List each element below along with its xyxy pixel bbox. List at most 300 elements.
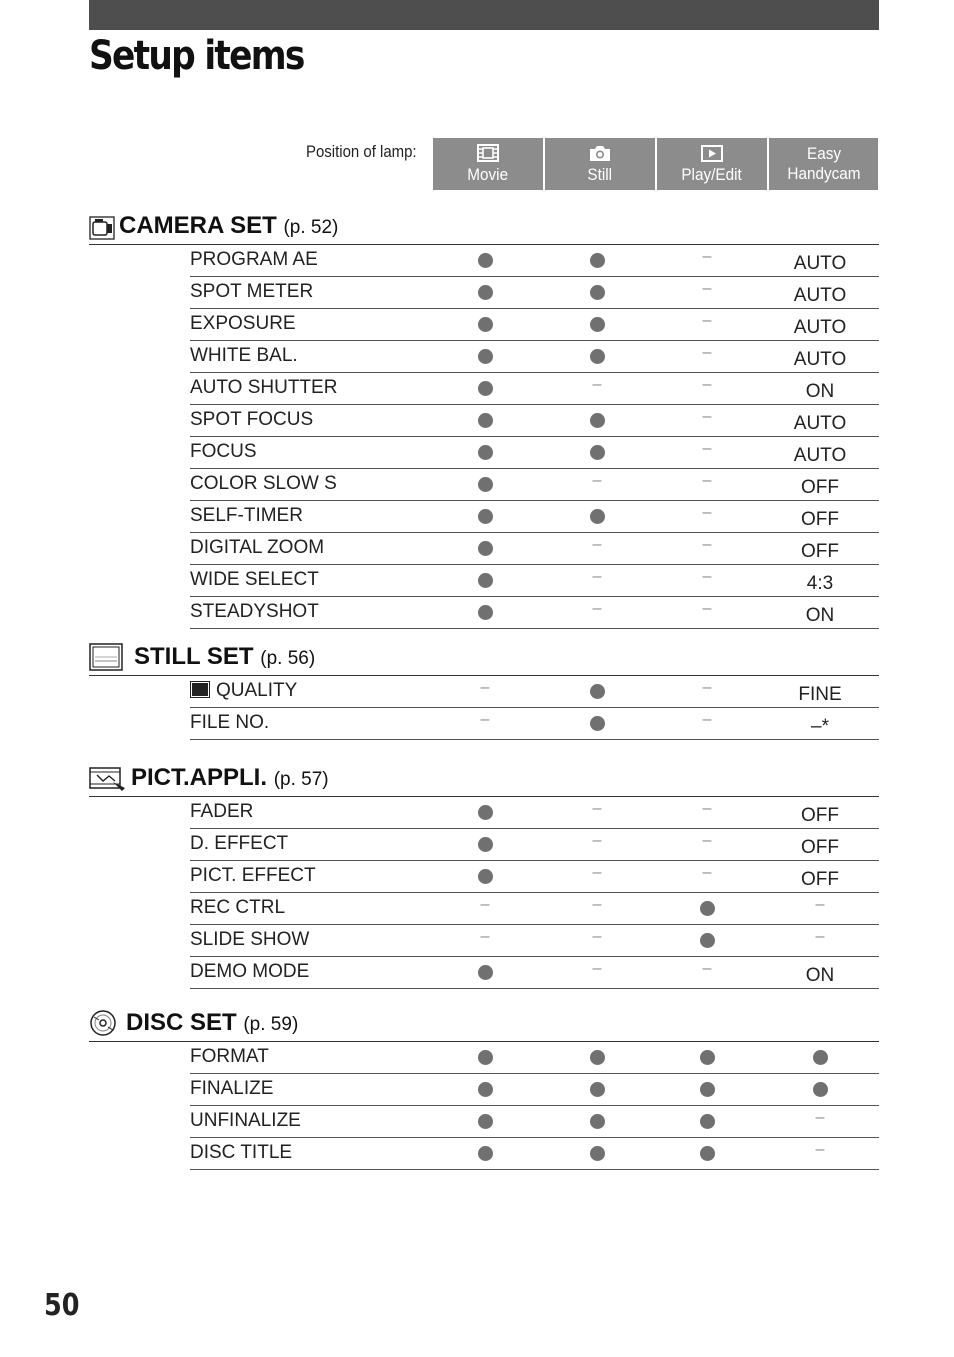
pict-appli-table xyxy=(190,797,879,989)
available-dot xyxy=(478,509,493,524)
available-dot xyxy=(590,445,605,460)
unavailable-dash: – xyxy=(702,279,712,297)
lamp-cell xyxy=(542,533,652,564)
table-row xyxy=(190,565,879,597)
available-dot xyxy=(478,349,493,364)
lamp-cell xyxy=(652,957,762,988)
lamp-cell xyxy=(542,373,652,404)
lamp-cell xyxy=(542,437,652,468)
unavailable-dash: – xyxy=(592,471,602,489)
setting-label: EXPOSURE xyxy=(190,313,296,334)
lamp-cell xyxy=(765,469,875,500)
still-set-table xyxy=(190,676,879,740)
lamp-cell xyxy=(652,893,762,924)
default-value: ON xyxy=(805,604,835,626)
unavailable-dash: – xyxy=(592,535,602,553)
available-dot xyxy=(478,965,493,980)
lamp-cell xyxy=(430,1074,540,1105)
unavailable-dash: – xyxy=(480,710,490,728)
available-dot xyxy=(478,1114,493,1129)
unavailable-dash: – xyxy=(480,927,490,945)
lamp-cell xyxy=(652,437,762,468)
lamp-cell xyxy=(430,565,540,596)
setting-name xyxy=(190,377,337,399)
setting-name xyxy=(190,680,297,702)
lamp-cell xyxy=(652,469,762,500)
setting-name xyxy=(190,897,285,919)
section-name: PICT.APPLI. xyxy=(131,764,268,791)
lamp-cell xyxy=(652,1138,762,1169)
available-dot xyxy=(700,1114,715,1129)
setting-label: FILE NO. xyxy=(190,712,270,733)
lamp-cell xyxy=(652,925,762,956)
default-value: ON xyxy=(805,964,835,986)
lamp-cell xyxy=(542,309,652,340)
table-row xyxy=(190,437,879,469)
lamp-cell xyxy=(430,1138,540,1169)
available-dot xyxy=(590,1082,605,1097)
setting-label: COLOR SLOW S xyxy=(190,473,337,494)
lamp-cell xyxy=(430,501,540,532)
lamp-cell xyxy=(652,1074,762,1105)
setting-label: REC CTRL xyxy=(190,897,286,918)
lamp-cell xyxy=(542,501,652,532)
setting-name xyxy=(190,961,309,983)
lamp-cell xyxy=(765,1138,875,1169)
table-row xyxy=(190,373,879,405)
lamp-cell xyxy=(542,797,652,828)
pict-appli-icon xyxy=(89,766,127,797)
setting-name xyxy=(190,1110,301,1132)
setting-label: FADER xyxy=(190,801,254,822)
setting-label: STEADYSHOT xyxy=(190,601,319,622)
lamp-cell xyxy=(765,565,875,596)
lamp-cell xyxy=(430,309,540,340)
lamp-cell xyxy=(765,676,875,707)
lamp-cell xyxy=(652,277,762,308)
lamp-cell xyxy=(765,708,875,739)
setting-name xyxy=(190,313,296,335)
unavailable-dash: – xyxy=(592,927,602,945)
available-dot xyxy=(478,869,493,884)
lamp-cell xyxy=(542,1074,652,1105)
default-value: OFF xyxy=(801,508,839,530)
unavailable-dash: – xyxy=(702,471,712,489)
setting-label: FINALIZE xyxy=(190,1078,274,1099)
header-bar xyxy=(89,0,879,30)
lamp-cell xyxy=(765,533,875,564)
available-dot xyxy=(813,1082,828,1097)
lamp-cell xyxy=(542,708,652,739)
setting-label: DEMO MODE xyxy=(190,961,310,982)
lamp-cell xyxy=(430,533,540,564)
available-dot xyxy=(700,1082,715,1097)
unavailable-dash: – xyxy=(702,343,712,361)
lamp-cell xyxy=(652,1042,762,1073)
available-dot xyxy=(478,573,493,588)
unavailable-dash: – xyxy=(815,927,825,945)
available-dot xyxy=(590,509,605,524)
table-row xyxy=(190,1138,879,1170)
lamp-column-still xyxy=(545,138,655,190)
lamp-cell xyxy=(765,501,875,532)
table-row xyxy=(190,277,879,309)
section-still-set xyxy=(89,643,879,676)
lamp-cell xyxy=(430,469,540,500)
setting-name xyxy=(190,929,309,951)
available-dot xyxy=(478,477,493,492)
available-dot xyxy=(590,716,605,731)
setting-name xyxy=(190,1078,273,1100)
available-dot xyxy=(590,1050,605,1065)
lamp-play-edit-label: Play/Edit xyxy=(681,165,743,184)
lamp-cell xyxy=(542,597,652,628)
unavailable-dash: – xyxy=(702,863,712,881)
table-row xyxy=(190,533,879,565)
lamp-cell xyxy=(765,797,875,828)
lamp-cell xyxy=(542,861,652,892)
lamp-cell xyxy=(542,676,652,707)
lamp-cell xyxy=(430,925,540,956)
unavailable-dash: – xyxy=(815,895,825,913)
page-reference: (p. 52) xyxy=(283,217,339,238)
lamp-position-label: Position of lamp: xyxy=(306,142,417,161)
default-value: ON xyxy=(805,380,835,402)
setting-name xyxy=(190,505,303,527)
setting-name xyxy=(190,712,269,734)
available-dot xyxy=(478,837,493,852)
table-row xyxy=(190,405,879,437)
section-title-pict-appli xyxy=(131,764,329,792)
available-dot xyxy=(700,1050,715,1065)
lamp-cell xyxy=(652,501,762,532)
unavailable-dash: – xyxy=(702,247,712,265)
section-title-disc-set xyxy=(126,1009,298,1037)
lamp-cell xyxy=(652,1106,762,1137)
default-value: OFF xyxy=(801,836,839,858)
default-value: AUTO xyxy=(793,412,847,434)
lamp-cell xyxy=(430,861,540,892)
setting-name xyxy=(190,833,288,855)
unavailable-dash: – xyxy=(702,535,712,553)
setting-name xyxy=(190,865,316,887)
lamp-cell xyxy=(765,597,875,628)
unavailable-dash: – xyxy=(592,959,602,977)
setting-label: PROGRAM AE xyxy=(190,249,318,270)
available-dot xyxy=(590,684,605,699)
default-value: OFF xyxy=(801,476,839,498)
available-dot xyxy=(478,445,493,460)
page-reference: (p. 57) xyxy=(273,769,329,790)
available-dot xyxy=(590,1114,605,1129)
section-pict-appli xyxy=(89,764,879,797)
lamp-cell xyxy=(765,925,875,956)
lamp-cell xyxy=(652,676,762,707)
lamp-cell xyxy=(430,708,540,739)
section-name: DISC SET xyxy=(126,1009,237,1036)
lamp-cell xyxy=(765,1106,875,1137)
default-value: –* xyxy=(811,715,829,737)
lamp-cell xyxy=(765,829,875,860)
available-dot xyxy=(700,933,715,948)
setting-label: D. EFFECT xyxy=(190,833,289,854)
table-row xyxy=(190,1074,879,1106)
lamp-movie-label: Movie xyxy=(467,165,509,184)
lamp-cell xyxy=(542,829,652,860)
section-title-still-set xyxy=(134,643,315,671)
unavailable-dash: – xyxy=(592,799,602,817)
lamp-cell xyxy=(765,437,875,468)
available-dot xyxy=(478,605,493,620)
lamp-cell xyxy=(765,245,875,276)
section-disc-set xyxy=(89,1009,879,1042)
setting-label: SELF-TIMER xyxy=(190,505,303,526)
lamp-cell xyxy=(542,277,652,308)
setting-label: SPOT FOCUS xyxy=(190,409,314,430)
lamp-cell xyxy=(430,797,540,828)
table-row xyxy=(190,597,879,629)
setting-label: FORMAT xyxy=(190,1046,269,1067)
unavailable-dash: – xyxy=(592,375,602,393)
setting-name xyxy=(190,345,298,367)
available-dot xyxy=(478,317,493,332)
setting-name xyxy=(190,569,319,591)
lamp-cell xyxy=(765,341,875,372)
default-value: OFF xyxy=(801,540,839,562)
available-dot xyxy=(813,1050,828,1065)
available-dot xyxy=(590,317,605,332)
available-dot xyxy=(700,1146,715,1161)
lamp-cell xyxy=(542,925,652,956)
available-dot xyxy=(478,805,493,820)
unavailable-dash: – xyxy=(592,831,602,849)
lamp-cell xyxy=(430,893,540,924)
lamp-cell xyxy=(430,341,540,372)
still-set-icon xyxy=(89,643,123,676)
available-dot xyxy=(590,349,605,364)
section-name: STILL SET xyxy=(134,643,254,670)
lamp-cell xyxy=(430,676,540,707)
available-dot xyxy=(590,413,605,428)
unavailable-dash: – xyxy=(480,895,490,913)
default-value: AUTO xyxy=(793,284,847,306)
page-reference: (p. 56) xyxy=(260,648,316,669)
table-row xyxy=(190,245,879,277)
setting-label: WIDE SELECT xyxy=(190,569,319,590)
table-row xyxy=(190,925,879,957)
lamp-cell xyxy=(430,405,540,436)
lamp-cell xyxy=(430,373,540,404)
setting-label: AUTO SHUTTER xyxy=(190,377,338,398)
unavailable-dash: – xyxy=(702,710,712,728)
unavailable-dash: – xyxy=(702,311,712,329)
table-row xyxy=(190,341,879,373)
camera-set-table xyxy=(190,245,879,629)
lamp-cell xyxy=(765,861,875,892)
lamp-easy-handycam-label: Easy Handycam xyxy=(786,144,861,183)
play-icon xyxy=(700,143,724,165)
section-camera-set xyxy=(89,212,879,245)
unavailable-dash: – xyxy=(815,1140,825,1158)
default-value: FINE xyxy=(798,683,842,705)
lamp-cell xyxy=(765,405,875,436)
lamp-column-movie xyxy=(433,138,543,190)
lamp-cell xyxy=(765,893,875,924)
available-dot xyxy=(478,1082,493,1097)
default-value: 4:3 xyxy=(806,572,834,594)
section-title-camera-set xyxy=(119,212,338,240)
lamp-cell xyxy=(765,277,875,308)
lamp-cell xyxy=(542,957,652,988)
disc-icon xyxy=(89,1009,119,1042)
table-row xyxy=(190,1042,879,1074)
lamp-cell xyxy=(430,277,540,308)
setting-label: DISC TITLE xyxy=(190,1142,293,1163)
setting-label: PICT. EFFECT xyxy=(190,865,316,886)
lamp-cell xyxy=(652,797,762,828)
lamp-cell xyxy=(542,565,652,596)
available-dot xyxy=(590,253,605,268)
default-value: AUTO xyxy=(793,252,847,274)
lamp-cell xyxy=(542,245,652,276)
page-title: Setup items xyxy=(89,33,304,79)
lamp-cell xyxy=(765,1042,875,1073)
available-dot xyxy=(478,1050,493,1065)
unavailable-dash: – xyxy=(592,599,602,617)
lamp-cell xyxy=(652,829,762,860)
default-value: AUTO xyxy=(793,316,847,338)
camera-icon xyxy=(588,143,612,165)
section-name: CAMERA SET xyxy=(119,212,277,239)
lamp-cell xyxy=(542,469,652,500)
table-row xyxy=(190,957,879,989)
lamp-cell xyxy=(430,957,540,988)
unavailable-dash: – xyxy=(702,599,712,617)
default-value: AUTO xyxy=(793,444,847,466)
lamp-cell xyxy=(652,405,762,436)
lamp-cell xyxy=(652,708,762,739)
setting-name xyxy=(190,601,319,623)
lamp-cell xyxy=(430,829,540,860)
table-row xyxy=(190,829,879,861)
unavailable-dash: – xyxy=(702,375,712,393)
setting-label: QUALITY xyxy=(216,680,298,701)
unavailable-dash: – xyxy=(702,439,712,457)
unavailable-dash: – xyxy=(702,567,712,585)
unavailable-dash: – xyxy=(702,959,712,977)
table-row xyxy=(190,861,879,893)
movie-icon xyxy=(476,143,500,165)
unavailable-dash: – xyxy=(702,799,712,817)
available-dot xyxy=(478,381,493,396)
quality-icon xyxy=(190,681,210,698)
setting-label: WHITE BAL. xyxy=(190,345,298,366)
unavailable-dash: – xyxy=(592,895,602,913)
lamp-column-easy-handycam xyxy=(769,138,878,190)
lamp-cell xyxy=(652,597,762,628)
default-value: AUTO xyxy=(793,348,847,370)
lamp-cell xyxy=(652,565,762,596)
lamp-cell xyxy=(765,957,875,988)
setting-name xyxy=(190,441,257,463)
lamp-cell xyxy=(430,597,540,628)
setting-name xyxy=(190,1142,292,1164)
lamp-cell xyxy=(542,1042,652,1073)
setting-name xyxy=(190,281,313,303)
table-row xyxy=(190,797,879,829)
lamp-cell xyxy=(542,1138,652,1169)
lamp-cell xyxy=(765,309,875,340)
unavailable-dash: – xyxy=(702,831,712,849)
lamp-cell xyxy=(765,1074,875,1105)
table-row xyxy=(190,708,879,740)
unavailable-dash: – xyxy=(702,407,712,425)
table-row xyxy=(190,1106,879,1138)
available-dot xyxy=(478,413,493,428)
available-dot xyxy=(590,1146,605,1161)
table-row xyxy=(190,501,879,533)
lamp-cell xyxy=(542,893,652,924)
lamp-cell xyxy=(652,533,762,564)
lamp-cell xyxy=(430,437,540,468)
unavailable-dash: – xyxy=(592,567,602,585)
lamp-cell xyxy=(652,861,762,892)
setting-name xyxy=(190,537,324,559)
default-value: OFF xyxy=(801,804,839,826)
lamp-cell xyxy=(430,1106,540,1137)
setting-name xyxy=(190,1046,269,1068)
page-number: 50 xyxy=(44,1288,80,1323)
disc-set-table xyxy=(190,1042,879,1170)
lamp-cell xyxy=(652,373,762,404)
lamp-cell xyxy=(430,1042,540,1073)
lamp-cell xyxy=(765,373,875,404)
unavailable-dash: – xyxy=(702,678,712,696)
available-dot xyxy=(700,901,715,916)
table-row xyxy=(190,309,879,341)
lamp-cell xyxy=(542,341,652,372)
setting-label: SLIDE SHOW xyxy=(190,929,310,950)
setting-name xyxy=(190,801,253,823)
table-row xyxy=(190,893,879,925)
unavailable-dash: – xyxy=(815,1108,825,1126)
camcorder-icon xyxy=(89,216,115,245)
setting-name xyxy=(190,473,337,495)
unavailable-dash: – xyxy=(480,678,490,696)
setting-label: FOCUS xyxy=(190,441,257,462)
default-value: OFF xyxy=(801,868,839,890)
table-row xyxy=(190,676,879,708)
lamp-cell xyxy=(652,309,762,340)
setting-label: SPOT METER xyxy=(190,281,314,302)
lamp-column-play-edit xyxy=(657,138,767,190)
lamp-still-label: Still xyxy=(587,165,613,184)
available-dot xyxy=(478,253,493,268)
unavailable-dash: – xyxy=(702,503,712,521)
lamp-cell xyxy=(542,405,652,436)
lamp-cell xyxy=(652,245,762,276)
table-row xyxy=(190,469,879,501)
available-dot xyxy=(478,285,493,300)
setting-name xyxy=(190,409,313,431)
lamp-cell xyxy=(430,245,540,276)
lamp-cell xyxy=(652,341,762,372)
available-dot xyxy=(478,541,493,556)
setting-label: DIGITAL ZOOM xyxy=(190,537,325,558)
available-dot xyxy=(478,1146,493,1161)
unavailable-dash: – xyxy=(592,863,602,881)
lamp-cell xyxy=(542,1106,652,1137)
